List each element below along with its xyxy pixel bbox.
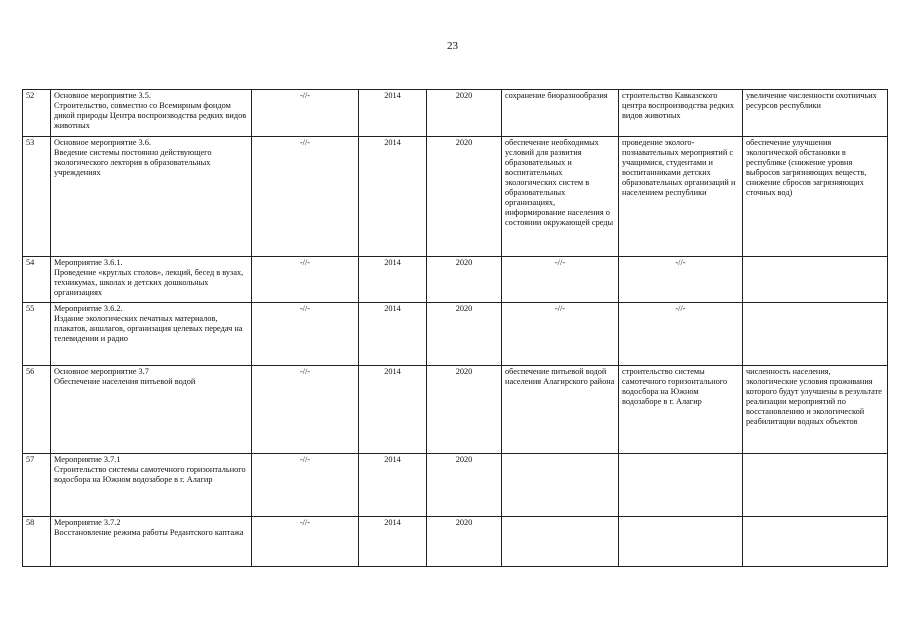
table-row bbox=[23, 137, 888, 257]
activity-title: Мероприятие 3.6.1. bbox=[54, 258, 123, 267]
activity-cell bbox=[51, 517, 252, 567]
activity-cell bbox=[51, 257, 252, 303]
result-cell: -//- bbox=[619, 303, 743, 366]
table-row bbox=[23, 366, 888, 454]
executor-cell: -//- bbox=[252, 137, 359, 257]
activity-cell bbox=[51, 454, 252, 517]
result-cell: -//- bbox=[619, 257, 743, 303]
indicator-cell bbox=[743, 517, 888, 567]
goal-cell: сохранение биоразнообразия bbox=[502, 90, 619, 137]
activity-title: Мероприятие 3.6.2. bbox=[54, 304, 123, 313]
executor-cell: -//- bbox=[252, 366, 359, 454]
indicator-cell: обеспечение улучшения экологической обстановки в республике (снижение уровня выбросов загрязняющих веществ, снижение сбросов загрязняющих сточных вод) bbox=[743, 137, 888, 257]
start-year-cell: 2014 bbox=[359, 257, 427, 303]
indicator-cell bbox=[743, 257, 888, 303]
indicator-cell bbox=[743, 303, 888, 366]
end-year-cell: 2020 bbox=[427, 517, 502, 567]
row-number: 58 bbox=[23, 517, 51, 567]
goal-cell: -//- bbox=[502, 303, 619, 366]
executor-cell: -//- bbox=[252, 90, 359, 137]
row-number: 56 bbox=[23, 366, 51, 454]
table-row bbox=[23, 303, 888, 366]
table-row bbox=[23, 90, 888, 137]
end-year-cell: 2020 bbox=[427, 454, 502, 517]
result-cell bbox=[619, 454, 743, 517]
start-year-cell: 2014 bbox=[359, 366, 427, 454]
executor-cell: -//- bbox=[252, 257, 359, 303]
row-number: 54 bbox=[23, 257, 51, 303]
activity-title: Основное мероприятие 3.6. bbox=[54, 138, 151, 147]
goal-cell bbox=[502, 517, 619, 567]
page-number: 23 bbox=[447, 40, 458, 52]
start-year-cell: 2014 bbox=[359, 90, 427, 137]
table-row bbox=[23, 517, 888, 567]
indicator-cell: численность населения, экологические условия проживания которого будут улучшены в результате реализации мероприятий по восстановлению и экологической реабилитации водных объектов bbox=[743, 366, 888, 454]
activity-description: Строительство, совместно со Всемирным фондом дикой природы Центра воспроизводства редких видов животных bbox=[54, 101, 247, 130]
start-year-cell: 2014 bbox=[359, 137, 427, 257]
result-cell: проведение эколого-познавательных мероприятий с учащимися, студентами и воспитанниками детских образовательных организаций и населением республики bbox=[619, 137, 743, 257]
goal-cell: -//- bbox=[502, 257, 619, 303]
activity-cell bbox=[51, 137, 252, 257]
program-table bbox=[22, 89, 888, 567]
goal-cell: обеспечение питьевой водой населения Алагирского района bbox=[502, 366, 619, 454]
start-year-cell: 2014 bbox=[359, 517, 427, 567]
activity-cell bbox=[51, 90, 252, 137]
indicator-cell: увеличение численности охотничьих ресурсов республики bbox=[743, 90, 888, 137]
executor-cell: -//- bbox=[252, 517, 359, 567]
row-number: 57 bbox=[23, 454, 51, 517]
row-number: 52 bbox=[23, 90, 51, 137]
activity-title: Мероприятие 3.7.2 bbox=[54, 518, 121, 527]
end-year-cell: 2020 bbox=[427, 366, 502, 454]
activity-description: Введение системы постоянно действующего экологического лектория в образовательных учреждениях bbox=[54, 148, 212, 177]
activity-description: Обеспечение населения питьевой водой bbox=[54, 377, 196, 386]
activity-description: Издание экологических печатных материалов, плакатов, аншлагов, организация целевых передач на телевидении и радио bbox=[54, 314, 243, 343]
end-year-cell: 2020 bbox=[427, 90, 502, 137]
activity-title: Основное мероприятие 3.7 bbox=[54, 367, 149, 376]
activity-title: Основное мероприятие 3.5. bbox=[54, 91, 151, 100]
row-number: 53 bbox=[23, 137, 51, 257]
activity-title: Мероприятие 3.7.1 bbox=[54, 455, 121, 464]
table-row bbox=[23, 454, 888, 517]
row-number: 55 bbox=[23, 303, 51, 366]
result-cell: строительство Кавказского центра воспроизводства редких видов животных bbox=[619, 90, 743, 137]
start-year-cell: 2014 bbox=[359, 303, 427, 366]
goal-cell: обеспечение необходимых условий для развития образовательных и воспитательных экологических систем в образовательных организациях, информирование населения о состоянии окружающей среды bbox=[502, 137, 619, 257]
table-row bbox=[23, 257, 888, 303]
end-year-cell: 2020 bbox=[427, 257, 502, 303]
result-cell bbox=[619, 517, 743, 567]
result-cell: строительство системы самотечного горизонтального водосбора на Южном водозаборе в г. Алагир bbox=[619, 366, 743, 454]
activity-description: Восстановление режима работы Редантского каптажа bbox=[54, 528, 244, 537]
activity-description: Проведение «круглых столов», лекций, бесед в вузах, техникумах, школах и детских дошкольных организациях bbox=[54, 268, 244, 297]
activity-cell bbox=[51, 303, 252, 366]
goal-cell bbox=[502, 454, 619, 517]
executor-cell: -//- bbox=[252, 303, 359, 366]
activity-description: Строительство системы самотечного горизонтального водосбора на Южном водозаборе в г. Алагир bbox=[54, 465, 246, 484]
start-year-cell: 2014 bbox=[359, 454, 427, 517]
activity-cell bbox=[51, 366, 252, 454]
executor-cell: -//- bbox=[252, 454, 359, 517]
indicator-cell bbox=[743, 454, 888, 517]
end-year-cell: 2020 bbox=[427, 303, 502, 366]
end-year-cell: 2020 bbox=[427, 137, 502, 257]
